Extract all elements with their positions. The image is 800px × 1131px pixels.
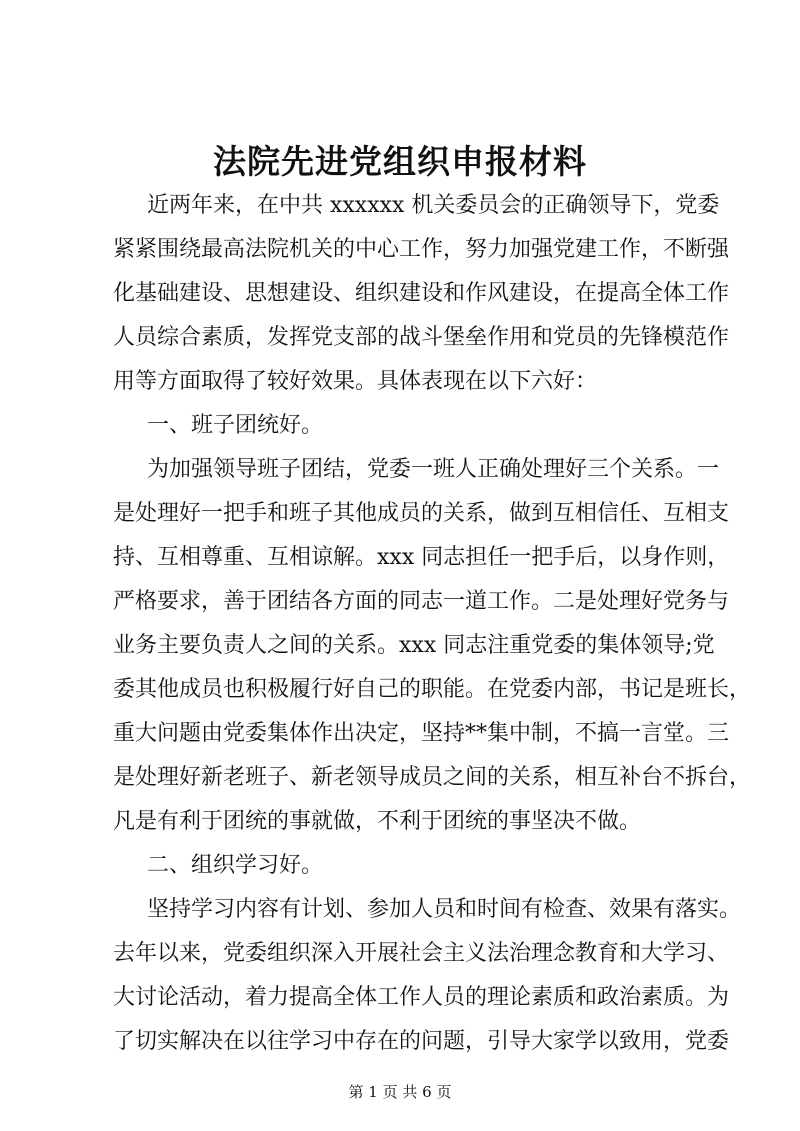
text-line: 为加强领导班子团结，党委一班人正确处理好三个关系。一 <box>147 457 720 482</box>
text-line: 持、互相尊重、互相谅解。xxx 同志担任一把手后，以身作则， <box>113 545 730 570</box>
text-line: 化基础建设、思想建设、组织建设和作风建设，在提高全体工作 <box>113 281 730 306</box>
section-heading: 一、班子团统好。 <box>147 413 324 438</box>
text-line: 业务主要负责人之间的关系。xxx 同志注重党委的集体领导;党 <box>113 633 715 658</box>
text-line: 是处理好新老班子、新老领导成员之间的关系，相互补台不拆台， <box>113 765 752 790</box>
text-line: 了切实解决在以往学习中存在的问题，引导大家学以致用，党委 <box>113 1029 730 1054</box>
text-line: 凡是有利于团统的事就做，不利于团统的事坚决不做。 <box>113 809 642 834</box>
section-heading: 二、组织学习好。 <box>147 853 324 878</box>
text-line: 人员综合素质，发挥党支部的战斗堡垒作用和党员的先锋模范作 <box>113 325 730 350</box>
text-line: 是处理好一把手和班子其他成员的关系，做到互相信任、互相支 <box>113 501 730 526</box>
text-line: 去年以来，党委组织深入开展社会主义法治理念教育和大学习、 <box>113 941 730 966</box>
text-line: 紧紧围绕最高法院机关的中心工作，努力加强党建工作，不断强 <box>113 237 730 262</box>
text-line: 用等方面取得了较好效果。具体表现在以下六好： <box>113 369 598 394</box>
text-line: 重大问题由党委集体作出决定，坚持**集中制，不搞一言堂。三 <box>113 721 730 746</box>
text-line: 严格要求，善于团结各方面的同志一道工作。二是处理好党务与 <box>113 589 730 614</box>
text-line: 坚持学习内容有计划、参加人员和时间有检查、效果有落实。 <box>147 897 742 922</box>
document-title: 法院先进党组织申报材料 <box>213 142 587 181</box>
page-footer: 第 1 页 共 6 页 <box>348 1083 452 1101</box>
text-line: 近两年来，在中共 xxxxxx 机关委员会的正确领导下，党委 <box>147 193 720 218</box>
text-line: 委其他成员也积极履行好自己的职能。在党委内部，书记是班长， <box>113 677 752 702</box>
text-line: 大讨论活动，着力提高全体工作人员的理论素质和政治素质。为 <box>113 985 730 1010</box>
